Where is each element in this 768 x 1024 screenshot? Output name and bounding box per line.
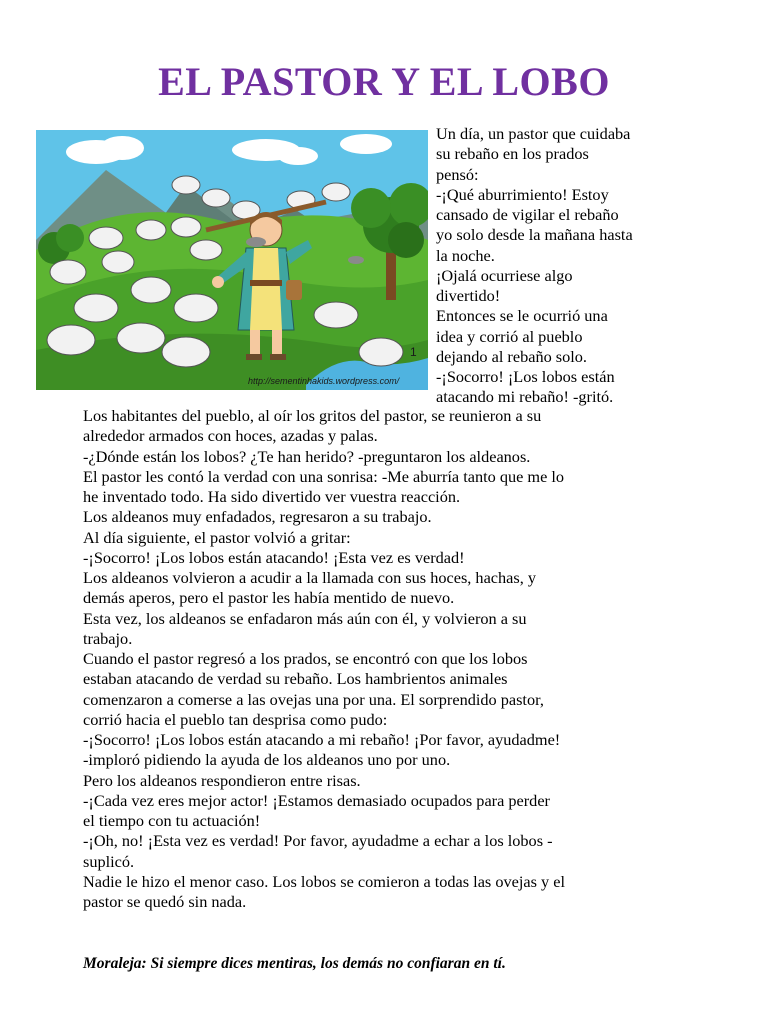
story-moral: Moraleja: Si siempre dices mentiras, los demás no confiaran en tí. bbox=[83, 955, 506, 972]
page-title: EL PASTOR Y EL LOBO bbox=[158, 59, 610, 104]
text-line: -¡Qué aburrimiento! Estoy bbox=[436, 184, 609, 204]
text-line: he inventado todo. Ha sido divertido ver vuestra reacción. bbox=[83, 487, 461, 506]
text-line: estaban atacando de verdad su rebaño. Los hambrientos animales bbox=[83, 669, 508, 689]
text-line: el tiempo con tu actuación! bbox=[83, 811, 261, 830]
text-line: Los aldeanos muy enfadados, regresaron a su trabajo. bbox=[83, 507, 432, 527]
text-line: divertido! bbox=[436, 286, 501, 305]
text-line: corrió hacia el pueblo tan desprisa como pudo: bbox=[83, 709, 388, 729]
text-line: comenzaron a comerse a las ovejas una por una. El sorprendido pastor, bbox=[83, 689, 544, 709]
illustration-page-number: 1 bbox=[410, 345, 417, 359]
text-line: Nadie le hizo el menor caso. Los lobos se comieron a todas las ovejas y el bbox=[83, 871, 565, 891]
text-line: Los habitantes del pueblo, al oír los gritos del pastor, se reunieron a su bbox=[83, 406, 542, 425]
text-line: cansado de vigilar el rebaño bbox=[436, 205, 619, 224]
text-line: Entonces se le ocurrió una bbox=[436, 306, 608, 326]
text-line: Pero los aldeanos respondieron entre risas. bbox=[83, 770, 361, 790]
story-intro bbox=[436, 124, 736, 408]
text-line: Esta vez, los aldeanos se enfadaron más aún con él, y volvieron a su bbox=[83, 608, 527, 628]
story-body bbox=[83, 406, 723, 912]
text-line: Cuando el pastor regresó a los prados, se encontró con que los lobos bbox=[83, 649, 528, 668]
text-line: suplicó. bbox=[83, 851, 135, 871]
text-line: -¡Oh, no! ¡Esta vez es verdad! Por favor, ayudadme a echar a los lobos - bbox=[83, 831, 553, 851]
text-line: alrededor armados con hoces, azadas y palas. bbox=[83, 426, 378, 446]
text-line: dejando al rebaño solo. bbox=[436, 346, 588, 366]
text-line: trabajo. bbox=[83, 628, 133, 648]
text-line: -¡Cada vez eres mejor actor! ¡Estamos demasiado ocupados para perder bbox=[83, 790, 550, 810]
text-line: demás aperos, pero el pastor les había mentido de nuevo. bbox=[83, 588, 455, 608]
text-line: su rebaño en los prados bbox=[436, 144, 589, 164]
shepherd-illustration bbox=[36, 130, 428, 390]
text-line: Al día siguiente, el pastor volvió a gritar: bbox=[83, 527, 351, 547]
illustration-watermark: http://sementinhakids.wordpress.com/ bbox=[248, 376, 400, 386]
text-line: yo solo desde la mañana hasta bbox=[436, 225, 633, 245]
text-line: pensó: bbox=[436, 164, 479, 184]
text-line: -¿Dónde están los lobos? ¿Te han herido? -preguntaron los aldeanos. bbox=[83, 446, 531, 466]
text-line: atacando mi rebaño! -gritó. bbox=[436, 387, 614, 407]
text-line: -imploró pidiendo la ayuda de los aldeanos uno por uno. bbox=[83, 750, 451, 770]
text-line: ¡Ojalá ocurriese algo bbox=[436, 265, 573, 285]
text-line: -¡Socorro! ¡Los lobos están atacando a mi rebaño! ¡Por favor, ayudadme! bbox=[83, 730, 561, 749]
text-line: -¡Socorro! ¡Los lobos están atacando! ¡Esta vez es verdad! bbox=[83, 547, 465, 567]
text-line: la noche. bbox=[436, 245, 495, 265]
text-line: El pastor les contó la verdad con una sonrisa: -Me aburría tanto que me lo bbox=[83, 466, 565, 486]
text-line: -¡Socorro! ¡Los lobos están bbox=[436, 367, 615, 386]
text-line: idea y corrió al pueblo bbox=[436, 326, 583, 346]
text-line: pastor se quedó sin nada. bbox=[83, 892, 247, 911]
text-line: Un día, un pastor que cuidaba bbox=[436, 124, 631, 143]
text-line: Los aldeanos volvieron a acudir a la llamada con sus hoces, hachas, y bbox=[83, 568, 537, 587]
